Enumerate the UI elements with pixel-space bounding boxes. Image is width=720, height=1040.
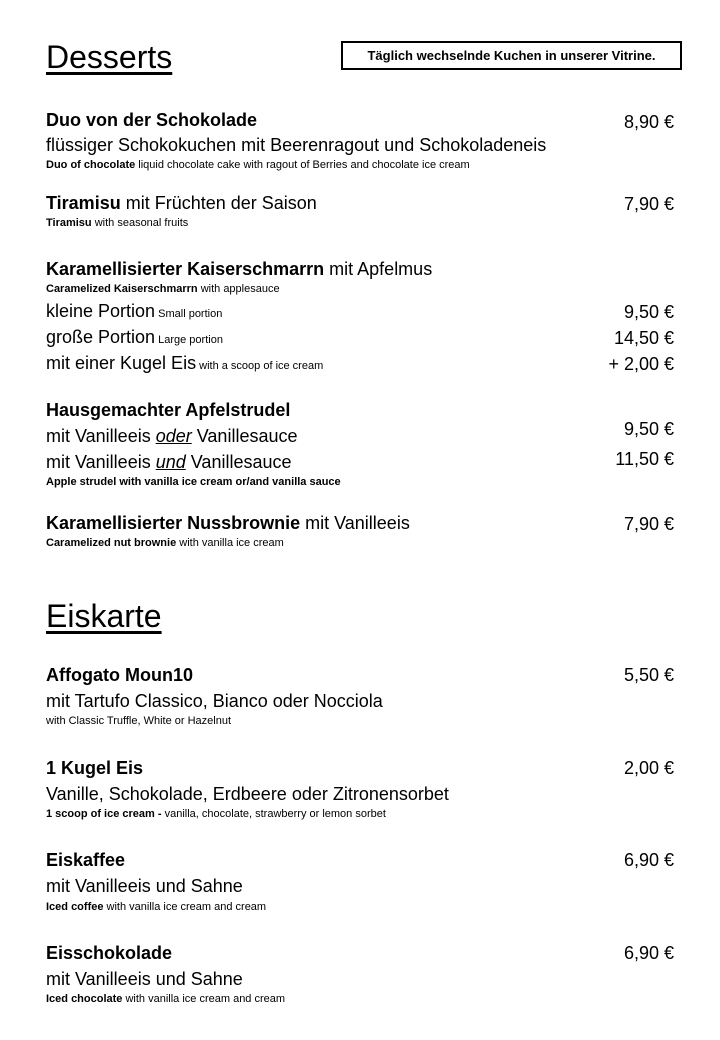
eiskaffee-price: 6,90 € [623,850,674,870]
duo-english-name: Duo of chocolate [46,159,136,171]
small-portion-price: 9,50 € [623,302,674,322]
brownie-name: Karamellisierter Nussbrownie [46,513,301,533]
daily-cakes-notice: Täglich wechselnde Kuchen in unserer Vitrine. [341,41,682,70]
brownie-english [46,536,284,550]
desserts-title: Desserts [46,39,173,75]
duo-name: Duo von der Schokolade [46,110,258,130]
kaiserschmarrn-english-desc: with applesauce [197,283,280,295]
brownie-english-name: Caramelized nut brownie [46,537,177,549]
eisschokolade-english-name: Iced chocolate [46,993,123,1005]
tiramisu-english-desc: with seasonal fruits [91,217,189,229]
affogato-desc: mit Tartufo Classico, Bianco oder Nocciola [46,691,383,711]
affogato-name: Affogato Moun10 [46,665,193,685]
affogato-price: 5,50 € [623,665,674,685]
kaiserschmarrn-ice-scoop [46,352,323,374]
kaiserschmarrn-desc: mit Apfelmus [324,259,433,279]
eiskaffee-english-name: Iced coffee [46,901,104,913]
kaiserschmarrn-name: Karamellisierter Kaiserschmarrn [46,259,325,279]
tiramisu-english [46,216,188,230]
ice-scoop-english: with a scoop of ice cream [196,360,324,372]
large-portion-label: große Portion [46,327,156,347]
brownie-english-desc: with vanilla ice cream [176,537,284,549]
kaiserschmarrn-english-name: Caramelized Kaiserschmarrn [46,283,198,295]
kugel-english-desc: vanilla, chocolate, strawberry or lemon sorbet [161,808,386,820]
duo-english-desc: liquid chocolate cake with ragout of Berries and chocolate ice cream [135,159,470,171]
duo-english [46,158,470,172]
kaiserschmarrn-small-portion [46,300,222,322]
tiramisu-price: 7,90 € [623,194,674,214]
kugel-desc: Vanille, Schokolade, Erdbeere oder Zitronensorbet [46,784,449,804]
duo-price: 8,90 € [623,112,674,132]
eisschokolade-price: 6,90 € [623,943,674,963]
kugel-english [46,807,386,821]
tiramisu-name: Tiramisu [46,193,121,213]
strudel-name: Hausgemachter Apfelstrudel [46,400,291,420]
small-portion-english: Small portion [155,308,223,320]
kaiserschmarrn-english [46,282,280,296]
kaiserschmarrn-line [46,258,432,280]
strudel-option-2-b: Vanillesauce [185,452,292,472]
small-portion-label: kleine Portion [46,301,156,321]
eisschokolade-name: Eisschokolade [46,943,173,963]
strudel-option-2 [46,451,292,473]
strudel-option-1-conj: oder [155,426,192,446]
kaiserschmarrn-large-portion [46,326,223,348]
affogato-english: with Classic Truffle, White or Hazelnut [46,715,232,727]
kugel-english-name: 1 scoop of ice cream - [46,808,162,820]
strudel-english: Apple strudel with vanilla ice cream or/and vanilla sauce [46,476,341,488]
brownie-desc: mit Vanilleeis [300,513,410,533]
tiramisu-desc: mit Früchten der Saison [120,193,317,213]
strudel-option-1-b: Vanillesauce [191,426,298,446]
eiskaffee-english-desc: with vanilla ice cream and cream [103,901,267,913]
eisschokolade-desc: mit Vanilleeis und Sahne [46,969,243,989]
strudel-option-2-a: mit Vanilleeis [46,452,156,472]
strudel-option-2-conj: und [155,452,186,472]
large-portion-price: 14,50 € [613,328,674,348]
kugel-name: 1 Kugel Eis [46,758,144,778]
brownie-price: 7,90 € [623,514,674,534]
strudel-option-2-price: 11,50 € [615,449,674,469]
duo-desc: flüssiger Schokokuchen mit Beerenragout und Schokoladeneis [46,135,547,155]
ice-scoop-label: mit einer Kugel Eis [46,353,197,373]
large-portion-english: Large portion [155,334,223,346]
tiramisu-english-name: Tiramisu [46,217,92,229]
strudel-option-1-a: mit Vanilleeis [46,426,156,446]
eisschokolade-english-desc: with vanilla ice cream and cream [122,993,286,1005]
eiskaffee-name: Eiskaffee [46,850,126,870]
strudel-option-1-price: 9,50 € [623,419,674,439]
eisschokolade-english [46,992,285,1006]
brownie-line [46,512,410,534]
kugel-price: 2,00 € [623,758,674,778]
strudel-option-1 [46,425,297,447]
ice-scoop-price: + 2,00 € [608,354,674,374]
eiskaffee-desc: mit Vanilleeis und Sahne [46,876,243,896]
tiramisu-line [46,192,317,214]
eiskarte-title: Eiskarte [46,598,162,634]
eiskaffee-english [46,900,266,914]
